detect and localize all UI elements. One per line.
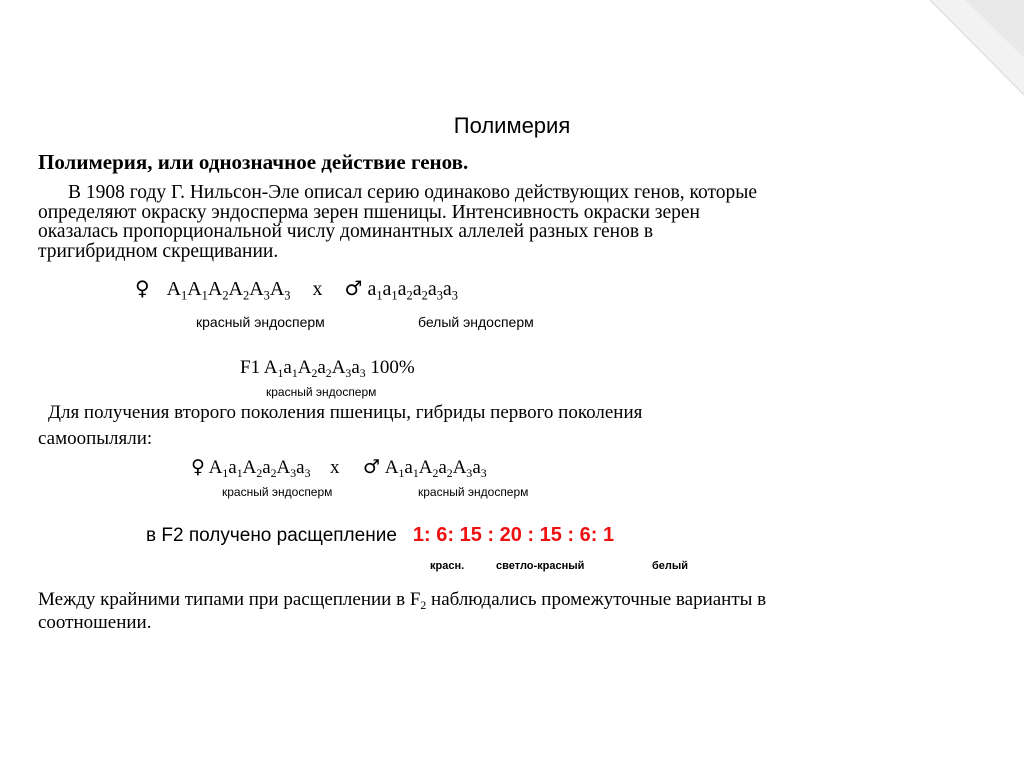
- male-phenotype-label: красный эндосперм: [418, 485, 529, 499]
- parent-cross-2: [191, 456, 487, 479]
- allele-index: 1: [201, 288, 208, 303]
- allele-letter: a: [472, 457, 481, 478]
- allele-index: 2: [270, 467, 277, 481]
- female-phenotype-label: красный эндосперм: [222, 485, 333, 499]
- allele-index: 2: [242, 288, 250, 303]
- f1-phenotype-label: красный эндосперм: [266, 385, 377, 399]
- male-symbol-icon: ♂: [362, 456, 381, 478]
- conclusion-line: [38, 589, 766, 611]
- ratio-label-light-red: светло-красный: [496, 560, 585, 572]
- f2-prefix: в F2 получено расщепление: [146, 525, 397, 546]
- female-phenotype-label: красный эндосперм: [196, 314, 325, 330]
- allele-index: 2: [311, 367, 318, 381]
- female-symbol-icon: ♀: [135, 276, 150, 300]
- allele-index: 1: [412, 467, 419, 481]
- conclusion-text: Между крайними типами при расщеплении в F: [38, 589, 421, 610]
- parent-cross-1: [135, 276, 458, 301]
- f1-genotype: [263, 357, 366, 381]
- f1-prefix: F1: [240, 357, 261, 378]
- female-symbol-icon: ♀: [191, 456, 205, 478]
- allele-index: 2: [421, 288, 428, 303]
- allele-letter: a: [351, 357, 360, 378]
- allele-letter: a: [427, 278, 437, 300]
- allele-index: 1: [222, 467, 229, 481]
- allele-index: 2: [446, 467, 453, 481]
- f1-percent: 100%: [370, 357, 415, 378]
- cross-sign: х: [329, 457, 340, 478]
- female-genotype: [166, 278, 291, 303]
- paragraph-line: определяют окраску эндосперма зерен пшеницы. Интенсивность окраски зерен: [38, 201, 700, 223]
- male-phenotype-label: белый эндосперм: [418, 314, 534, 330]
- allele-letter: A: [208, 457, 223, 478]
- female-genotype: [208, 457, 311, 481]
- paragraph-line: оказалась пропорциональной числу доминантных аллелей разных генов в: [38, 221, 654, 242]
- allele-index: 2: [256, 467, 263, 481]
- paragraph-line: тригибридном скрещивании.: [38, 240, 279, 262]
- allele-letter: a: [412, 278, 422, 300]
- conclusion-line: соотношении.: [38, 612, 152, 633]
- conclusion-text: наблюдались промежуточные варианты в: [426, 589, 767, 610]
- allele-index: 2: [432, 467, 439, 481]
- allele-index: 3: [304, 467, 311, 481]
- allele-letter: A: [249, 278, 264, 300]
- allele-index: 3: [345, 367, 352, 381]
- allele-letter: A: [384, 457, 399, 478]
- allele-index: 2: [406, 288, 413, 303]
- allele-letter: a: [367, 278, 377, 300]
- f2-intro-line: самоопыляли:: [38, 428, 153, 449]
- allele-letter: A: [166, 278, 182, 300]
- allele-letter: a: [382, 278, 392, 300]
- f1-generation: [240, 357, 415, 379]
- allele-letter: a: [262, 457, 271, 478]
- intro-paragraph: [38, 183, 858, 261]
- allele-letter: A: [418, 457, 433, 478]
- ratio-label-white: белый: [652, 560, 689, 572]
- male-genotype: [384, 457, 487, 481]
- allele-letter: A: [263, 357, 278, 378]
- allele-letter: A: [187, 278, 202, 300]
- paragraph-line: В 1908 году Г. Нильсон-Эле описал серию одинаково действующих генов, которые: [68, 182, 758, 203]
- male-symbol-icon: ♂: [344, 276, 363, 300]
- allele-letter: a: [228, 457, 237, 478]
- allele-letter: A: [452, 457, 467, 478]
- allele-index: 2: [325, 367, 332, 381]
- allele-index: 3: [284, 288, 291, 303]
- allele-index: 1: [236, 467, 243, 481]
- allele-letter: a: [296, 457, 305, 478]
- allele-index: 1: [376, 288, 383, 303]
- allele-index: 1: [398, 467, 405, 481]
- allele-letter: A: [269, 278, 285, 300]
- allele-letter: A: [228, 278, 243, 300]
- allele-index: 3: [359, 367, 366, 381]
- allele-index: 3: [263, 288, 270, 303]
- allele-index: 2: [222, 288, 229, 303]
- slide-title: Полимерия: [453, 113, 571, 138]
- allele-letter: A: [331, 357, 346, 378]
- allele-index: 3: [480, 467, 487, 481]
- allele-letter: a: [283, 357, 292, 378]
- allele-letter: a: [404, 457, 413, 478]
- cross-sign: х: [312, 278, 323, 300]
- allele-index: 1: [391, 288, 398, 303]
- f2-intro-line: Для получения второго поколения пшеницы, гибриды первого поколения: [48, 402, 643, 423]
- allele-index: 1: [181, 288, 188, 303]
- allele-letter: A: [297, 357, 312, 378]
- allele-letter: a: [438, 457, 447, 478]
- allele-index: 3: [436, 288, 443, 303]
- allele-index: 1: [291, 367, 298, 381]
- allele-letter: a: [397, 278, 407, 300]
- allele-letter: A: [276, 457, 291, 478]
- allele-letter: A: [242, 457, 257, 478]
- section-heading: Полимерия, или однозначное действие генов.: [38, 150, 469, 174]
- allele-index: 3: [451, 288, 458, 303]
- allele-index: 1: [277, 367, 284, 381]
- f2-ratio: 1: 6: 15 : 20 : 15 : 6: 1: [412, 524, 615, 546]
- allele-index: 3: [290, 467, 297, 481]
- subscript: 2: [420, 599, 427, 613]
- allele-index: 3: [466, 467, 473, 481]
- allele-letter: a: [317, 357, 326, 378]
- allele-letter: a: [442, 278, 452, 300]
- male-genotype: [367, 278, 458, 303]
- ratio-label-red: красн.: [430, 560, 465, 572]
- f2-split: [146, 524, 614, 547]
- allele-letter: A: [207, 278, 223, 300]
